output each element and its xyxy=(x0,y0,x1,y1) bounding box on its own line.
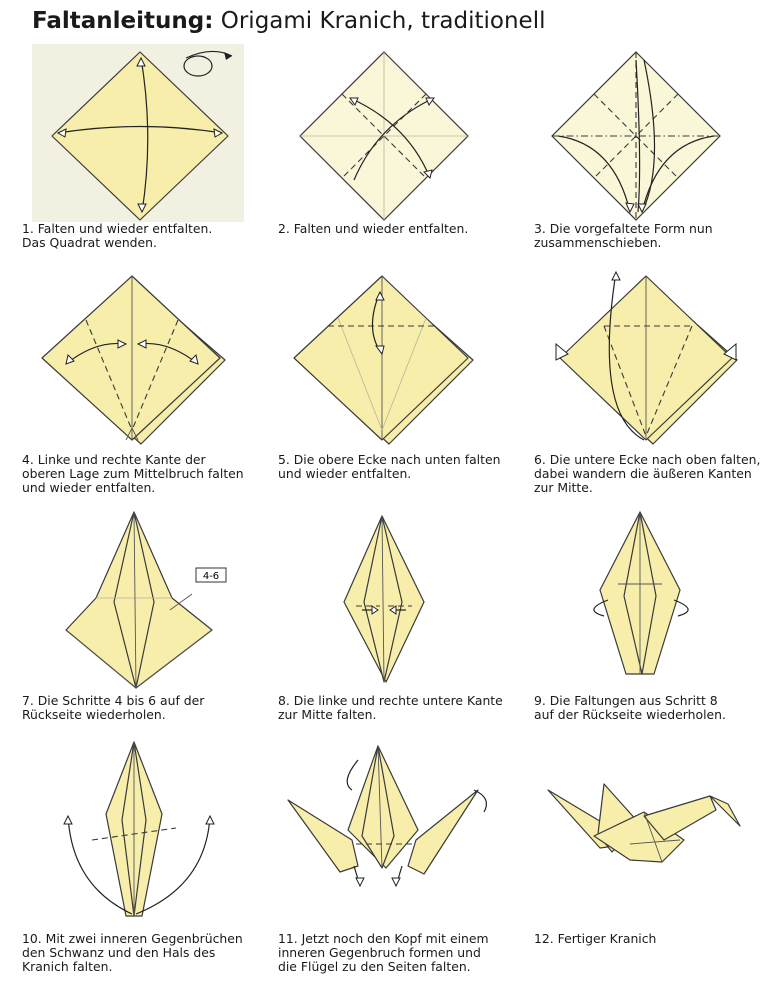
step-11-diagram xyxy=(278,736,518,926)
step-7-caption: 7. Die Schritte 4 bis 6 auf der Rückseite wiederholen. xyxy=(22,693,205,722)
step-10-caption: 10. Mit zwei inneren Gegenbrüchen den Schwanz und den Hals des Kranich falten. xyxy=(22,931,243,974)
step-8 xyxy=(278,506,518,726)
step-12-caption: 12. Fertiger Kranich xyxy=(534,931,657,946)
step-7 xyxy=(22,506,272,726)
step-8-caption: 8. Die linke und rechte untere Kante zur Mitte falten. xyxy=(278,693,503,722)
step-9 xyxy=(534,506,768,726)
step-12 xyxy=(534,736,768,986)
step-10-diagram xyxy=(22,736,272,926)
page-title xyxy=(32,6,546,36)
step-5-caption: 5. Die obere Ecke nach unten falten und wieder entfalten. xyxy=(278,452,501,481)
step-4-diagram xyxy=(22,270,272,448)
step-11 xyxy=(278,736,518,986)
step-9-caption: 9. Die Faltungen aus Schritt 8 auf der Rückseite wiederholen. xyxy=(534,693,726,722)
step-1-caption: 1. Falten und wieder entfalten. Das Quadrat wenden. xyxy=(22,221,213,250)
step-1 xyxy=(22,44,262,254)
step-11-caption: 11. Jetzt noch den Kopf mit einem inneren Gegenbruch formen und die Flügel zu den Seiten falten. xyxy=(278,931,489,974)
step-9-diagram xyxy=(534,506,768,690)
step-4 xyxy=(22,270,272,500)
title-bold: Faltanleitung: xyxy=(32,8,214,34)
step-6 xyxy=(534,264,768,500)
step-7-tag: 4-6 xyxy=(202,571,220,582)
title-rest: Origami Kranich, traditionell xyxy=(220,8,546,34)
step-8-diagram xyxy=(278,506,518,690)
step-5-diagram xyxy=(278,270,518,448)
step-3 xyxy=(534,44,768,254)
step-2-caption: 2. Falten und wieder entfalten. xyxy=(278,221,469,236)
step-2 xyxy=(278,44,518,254)
step-2-diagram xyxy=(278,44,518,222)
step-1-diagram xyxy=(22,44,262,222)
step-3-caption: 3. Die vorgefaltete Form nun zusammenschieben. xyxy=(534,221,713,250)
step-6-caption: 6. Die untere Ecke nach oben falten, dabei wandern die äußeren Kanten zur Mitte. xyxy=(534,452,761,495)
step-12-diagram xyxy=(534,736,768,926)
step-3-diagram xyxy=(534,44,768,222)
step-6-diagram xyxy=(534,264,768,448)
step-4-caption: 4. Linke und rechte Kante der oberen Lage zum Mittelbruch falten und wieder entfalten. xyxy=(22,452,244,495)
step-7-diagram xyxy=(22,506,272,690)
step-10 xyxy=(22,736,272,986)
step-5 xyxy=(278,270,518,500)
